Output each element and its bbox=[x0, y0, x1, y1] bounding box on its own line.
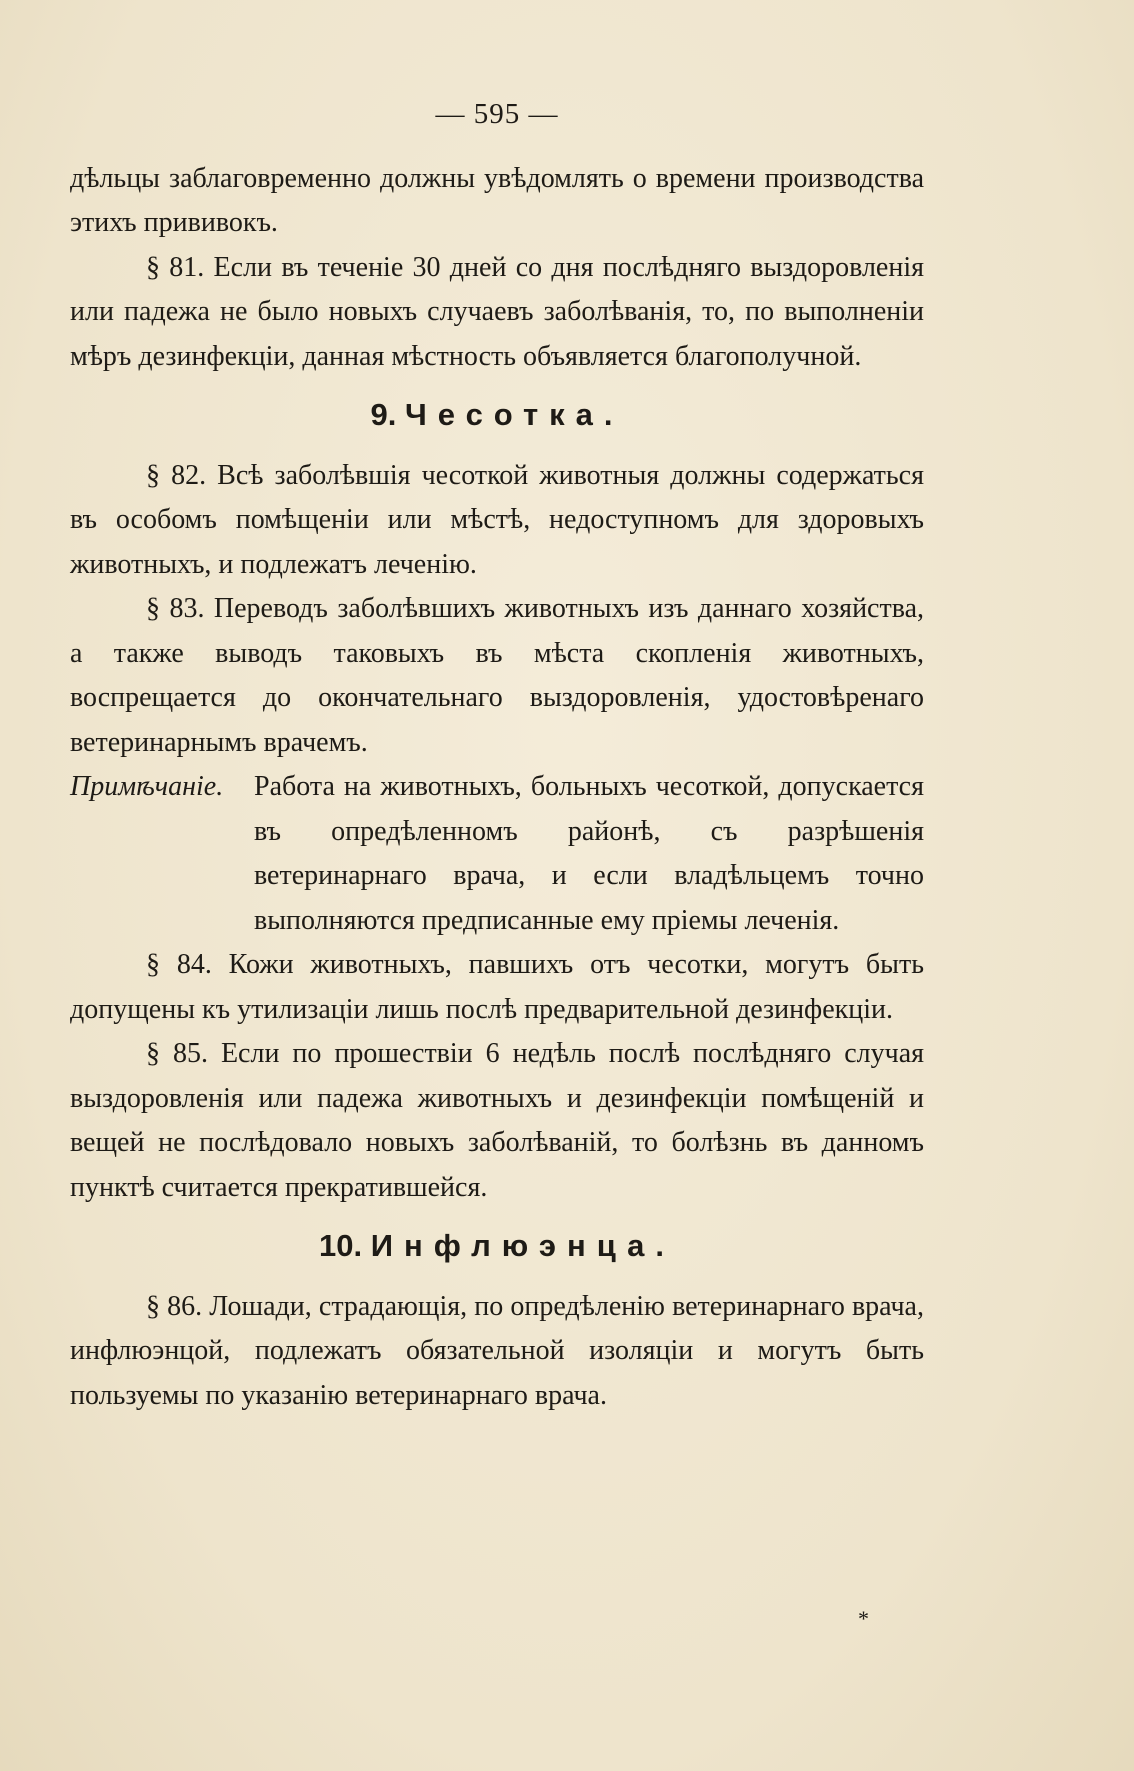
text-column bbox=[70, 92, 924, 1418]
section-10-number: 10. bbox=[319, 1228, 363, 1263]
section-heading-10 bbox=[70, 1224, 924, 1269]
paragraph-82: § 82. Всѣ заболѣвшія чесоткой животныя должны содержаться въ особомъ помѣщеніи или мѣстѣ, недоступномъ для здоровыхъ животныхъ, и подлежатъ леченію. bbox=[70, 459, 924, 580]
note-block bbox=[70, 765, 924, 943]
section-10-title: Инфлюэнца. bbox=[370, 1228, 675, 1263]
section-9-number: 9. bbox=[370, 397, 397, 432]
paragraph-84: § 84. Кожи животныхъ, павшихъ отъ чесотки, могутъ быть допущены къ утилизаціи лишь послѣ предварительной дезинфекціи. bbox=[70, 949, 924, 1025]
paragraph-83: § 83. Переводъ заболѣвшихъ животныхъ изъ даннаго хозяйства, а также выводъ таковыхъ въ мѣста скопленія животныхъ, воспрещается до окончательнаго выздоровленія, удостовѣренаго ветеринарнымъ врачемъ. bbox=[70, 593, 924, 758]
footer-asterisk: * bbox=[858, 1606, 869, 1631]
section-heading-9 bbox=[70, 393, 924, 438]
page-number: — 595 — bbox=[435, 98, 559, 130]
paragraph-81: § 81. Если въ теченіе 30 дней со дня послѣдняго выздоровленія или падежа не было новыхъ случаевъ заболѣванія, то, по выполненіи мѣръ дезинфекціи, данная мѣстность объявляется благополучной. bbox=[70, 251, 924, 372]
paragraph-continuation: дѣльцы заблаговременно должны увѣдомлять о времени производства этихъ прививокъ. bbox=[70, 162, 924, 238]
paragraph-85: § 85. Если по прошествіи 6 недѣль послѣ послѣдняго случая выздоровленія или падежа животныхъ и дезинфекціи помѣщеній и вещей не послѣдовало новыхъ заболѣваній, то болѣзнь въ данномъ пунктѣ считается прекратившейся. bbox=[70, 1038, 924, 1203]
note-label: Примѣчаніе. bbox=[70, 771, 224, 802]
section-9-title: Чесотка. bbox=[404, 397, 624, 432]
note-text: Работа на животныхъ, больныхъ чесоткой, допускается въ опредѣленномъ районѣ, съ разрѣшенія ветеринарнаго врача, и если владѣльцемъ точно выполняются предписанные ему пріемы леченія. bbox=[254, 771, 924, 936]
paragraph-86: § 86. Лошади, страдающія, по опредѣленію ветеринарнаго врача, инфлюэнцой, подлежатъ обязательной изоляціи и могутъ быть пользуемы по указанію ветеринарнаго врача. bbox=[70, 1290, 924, 1411]
